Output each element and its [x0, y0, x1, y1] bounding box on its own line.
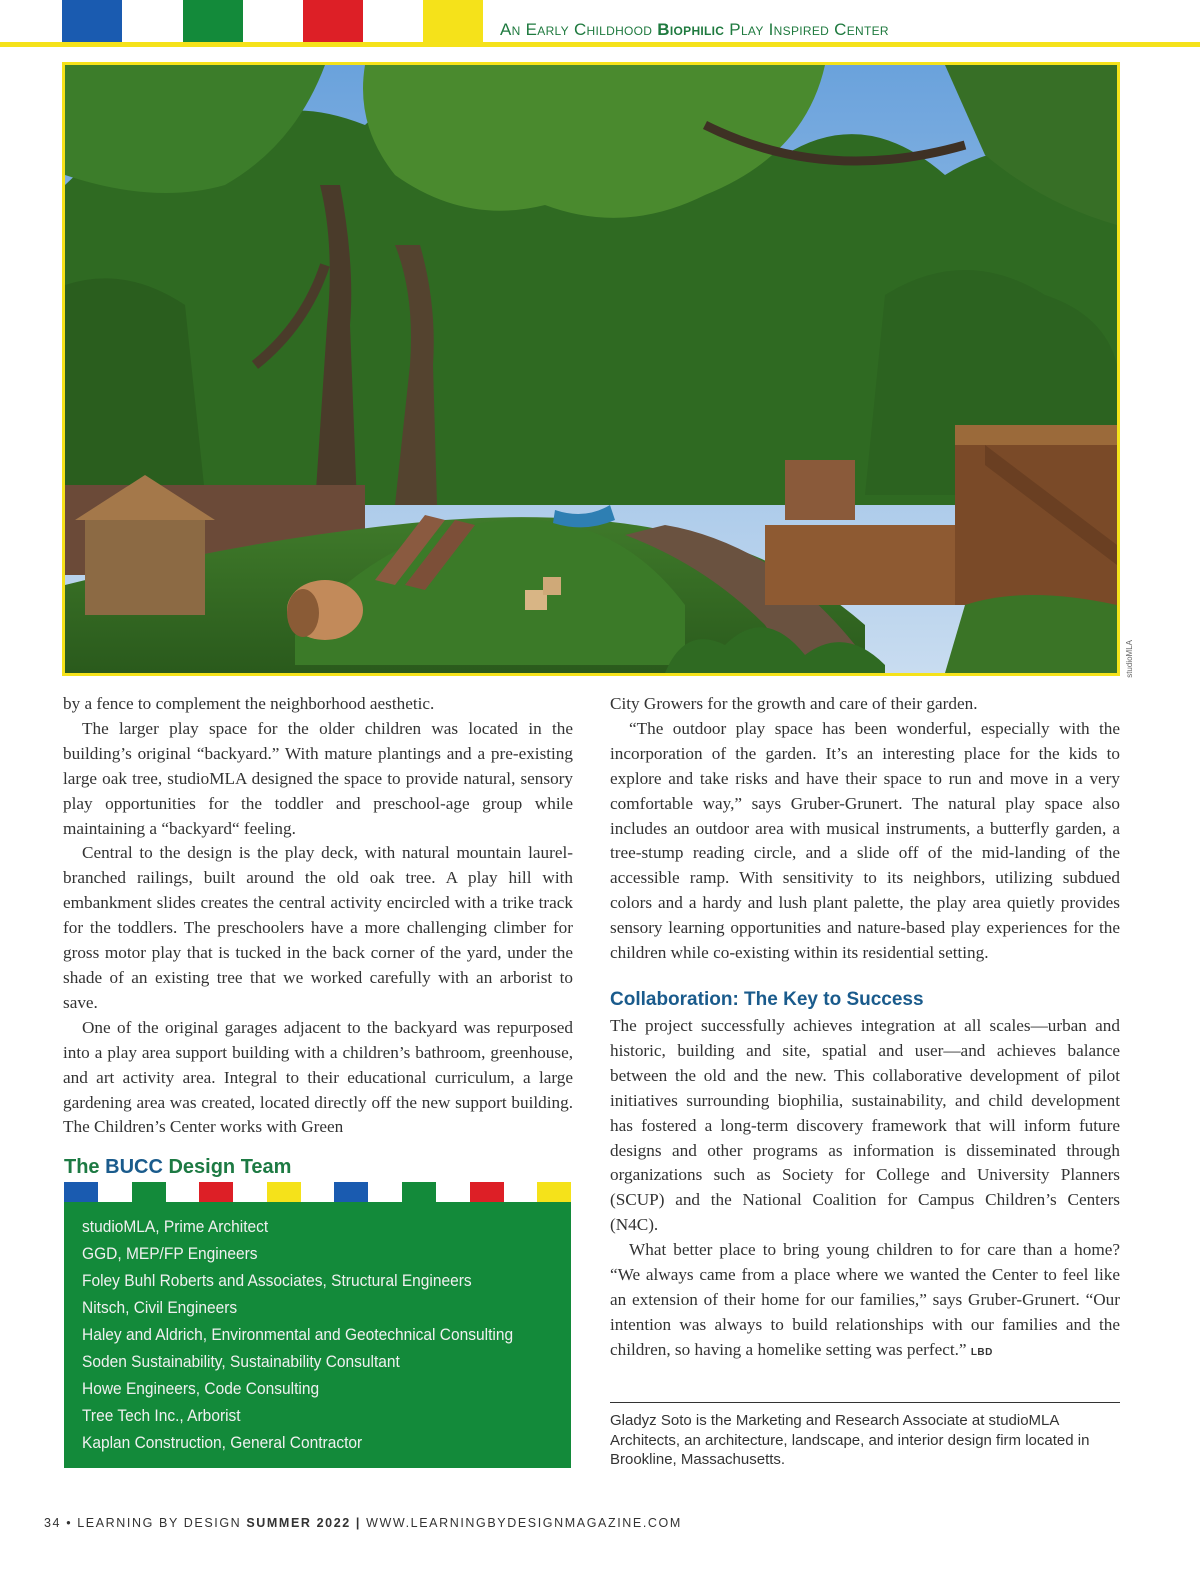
- playground-photo: [62, 62, 1120, 676]
- header-color-block-yellow: [423, 0, 483, 42]
- team-member: Howe Engineers, Code Consulting: [82, 1380, 320, 1398]
- magazine-name: LEARNING BY DESIGN: [77, 1516, 242, 1530]
- header-title-part: Play Inspired Center: [724, 20, 889, 39]
- team-color-stripe: [64, 1182, 571, 1202]
- right-column: [610, 692, 1120, 1366]
- bio-divider: [610, 1402, 1120, 1403]
- page-footer: [44, 1516, 682, 1530]
- team-heading-suffix: Design Team: [162, 1156, 292, 1178]
- website-link[interactable]: WWW.LEARNINGBYDESIGNMAGAZINE.COM: [366, 1516, 682, 1530]
- header-color-block-red: [303, 0, 363, 42]
- paragraph: “The outdoor play space has been wonderful, especially with the incorporation of the garden. It’s an interesting place for the kids to explore and take risks and have their space to run and move in a very comfortable way,” says Gruber-Grunert. The natural play space also includes an outdoor area with musical instruments, a butterfly garden, a tree-stump reading circle, and a slide off of the mid-landing of the accessible ramp. With sensitivity to its neighbors, utilizing subdued colors and a hardy and lush plant palette, the play area quietly provides sensory learning opportunities and nature-based play experiences for the children while co-existing within its residential setting.: [610, 718, 1120, 963]
- team-heading-prefix: The: [64, 1156, 106, 1178]
- issue-label: SUMMER 2022: [246, 1516, 351, 1530]
- paragraph: The larger play space for the older children was located in the building’s original “backyard.” With mature plantings and a pre-existing large oak tree, studioMLA designed the space to provide natural, sensory play opportunities for the toddler and preschool-age group while maintaining a “backyard“ feeling.: [63, 718, 573, 838]
- header-color-block-blue: [62, 0, 122, 42]
- paragraph: One of the original garages adjacent to the backyard was repurposed into a play area support building with a children’s bathroom, greenhouse, and art activity area. Integral to their educational curriculum, a large gardening area was created, located directly off the new support building. The Children’s Center works with Green: [63, 1017, 573, 1137]
- paragraph-final: [610, 1238, 1120, 1366]
- stripe-block: [64, 1182, 98, 1202]
- paragraph: The project successfully achieves integration at all scales—urban and historic, building and site, spatial and user—and achieves balance between the old and the new. This collaborative development of pilot initiatives surrounding biophilia, sustainability, and child development has fostered a long-term discovery framework that will inform future designs and other programs as information is disseminated through organizations such as Society for College and University Planners (SCUP) and the National Coalition for Campus Children’s Centers (N4C).: [610, 1015, 1120, 1235]
- paragraph: Central to the design is the play deck, with natural mountain laurel-branched railings, built around the old oak tree. A play hill with embankment slides creates the central activity encircled with a trike track for the toddlers. The preschoolers have a more challenging climber for gross motor play that is tucked in the back corner of the yard, under the shade of an existing tree that we worked carefully with an arborist to save.: [63, 843, 573, 1012]
- team-member-list: [82, 1214, 553, 1457]
- header-title-part: Biophilic: [657, 20, 725, 39]
- team-member: studioMLA, Prime Architect: [82, 1218, 269, 1236]
- team-member: Tree Tech Inc., Arborist: [82, 1407, 241, 1425]
- end-mark: LBD: [970, 1346, 993, 1358]
- running-header-title: [500, 20, 1180, 40]
- paragraph-text: What better place to bring young children to for care than a home? “We always came from a place where we wanted the Center to feel like an extension of their home for our families,” says Gruber-Grunert. “Our intention was always to build relationships with our families and the children, so having a homelike setting was perfect.”: [610, 1240, 1120, 1359]
- stripe-block: [402, 1182, 436, 1202]
- team-heading: [64, 1156, 291, 1179]
- team-member: Nitsch, Civil Engineers: [82, 1299, 238, 1317]
- footer-bullet: •: [66, 1516, 73, 1530]
- paragraph: by a fence to complement the neighborhood aesthetic.: [63, 694, 435, 713]
- header-rule: [0, 42, 1200, 47]
- header-color-block-green: [183, 0, 243, 42]
- left-column: [63, 692, 573, 1140]
- section-heading: Collaboration: The Key to Success: [610, 988, 924, 1010]
- header-title-part: An Early Childhood: [500, 20, 658, 39]
- paragraph: City Growers for the growth and care of their garden.: [610, 694, 978, 713]
- stripe-block: [267, 1182, 301, 1202]
- playground-illustration: [65, 65, 1117, 673]
- stripe-block: [537, 1182, 571, 1202]
- stripe-block: [199, 1182, 233, 1202]
- team-heading-highlight: BUCC: [105, 1156, 163, 1178]
- team-member: GGD, MEP/FP Engineers: [82, 1245, 258, 1263]
- team-box: [64, 1202, 571, 1468]
- team-member: Foley Buhl Roberts and Associates, Structural Engineers: [82, 1272, 472, 1290]
- team-member: Soden Sustainability, Sustainability Consultant: [82, 1353, 400, 1371]
- stripe-block: [132, 1182, 166, 1202]
- photo-credit: studioMLA: [1125, 640, 1134, 678]
- team-member: Kaplan Construction, General Contractor: [82, 1434, 363, 1452]
- footer-separator: |: [355, 1516, 361, 1530]
- page-number: 34: [44, 1516, 62, 1530]
- stripe-block: [470, 1182, 504, 1202]
- team-member: Haley and Aldrich, Environmental and Geotechnical Consulting: [82, 1326, 514, 1344]
- author-bio: Gladyz Soto is the Marketing and Research Associate at studioMLA Architects, an architecture, landscape, and interior design firm located in Brookline, Massachusetts.: [610, 1412, 1090, 1468]
- stripe-block: [334, 1182, 368, 1202]
